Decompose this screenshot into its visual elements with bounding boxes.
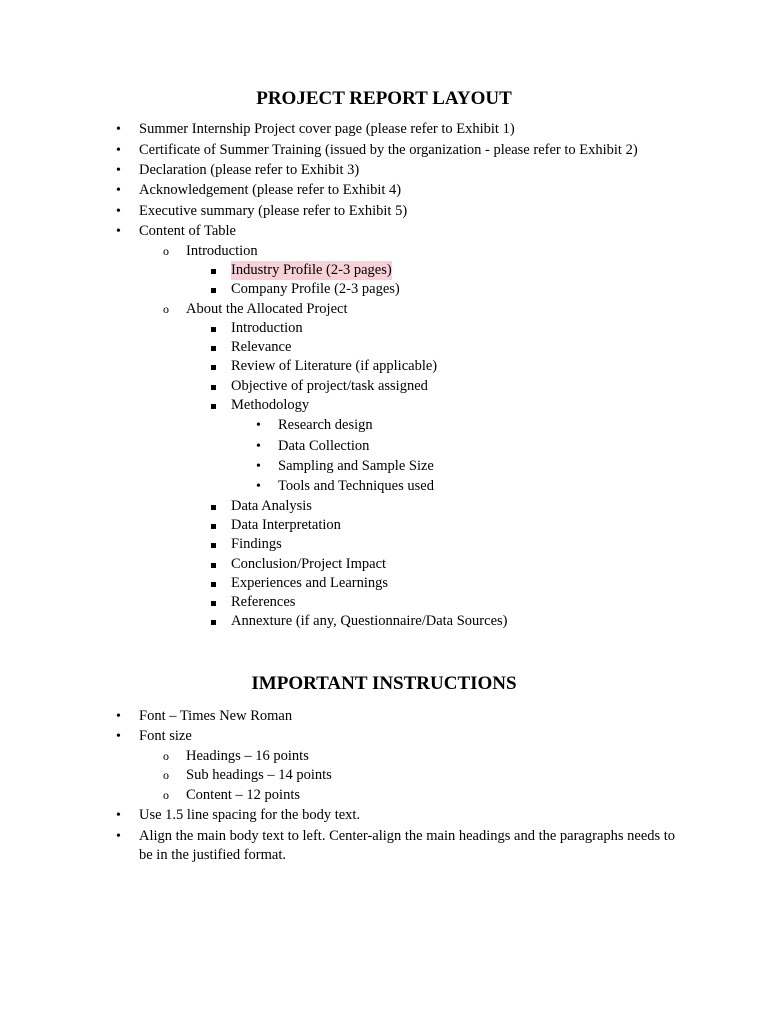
list-item: Company Profile (2-3 pages) bbox=[231, 281, 400, 297]
list-item: Content – 12 points bbox=[186, 787, 300, 803]
list-item: Experiences and Learnings bbox=[231, 575, 389, 591]
list-item: Review of Literature (if applicable) bbox=[231, 358, 438, 374]
list-item: Tools and Techniques used bbox=[278, 478, 434, 494]
list-item: References bbox=[231, 594, 296, 610]
bullet bbox=[116, 181, 121, 200]
list-item: Data Analysis bbox=[231, 498, 312, 514]
bullet bbox=[256, 457, 261, 476]
list-item: Use 1.5 line spacing for the body text. bbox=[139, 807, 361, 823]
bullet bbox=[256, 437, 261, 456]
bullet bbox=[116, 222, 121, 241]
bullet bbox=[116, 202, 121, 221]
list-item: Findings bbox=[231, 536, 282, 552]
bullet bbox=[211, 524, 216, 529]
bullet bbox=[211, 365, 216, 370]
list-item: Conclusion/Project Impact bbox=[231, 556, 387, 572]
list-item: Introduction bbox=[186, 243, 258, 259]
list-item: Font – Times New Roman bbox=[139, 708, 293, 724]
list-item: Content of Table bbox=[139, 223, 236, 239]
list-item: Methodology bbox=[231, 397, 310, 413]
list-item: Certificate of Summer Training (issued by the organization - please refer to Exhibit 2) bbox=[139, 142, 638, 158]
bullet bbox=[256, 416, 261, 435]
list-item: Summer Internship Project cover page (please refer to Exhibit 1) bbox=[139, 121, 515, 137]
bullet bbox=[211, 288, 216, 293]
bullet bbox=[116, 727, 121, 746]
list-item: Align the main body text to left. Center-align the main headings and the paragraphs needs to be in the justified format. bbox=[139, 828, 676, 863]
bullet bbox=[211, 543, 216, 548]
list-item: Annexture (if any, Questionnaire/Data Sources) bbox=[231, 613, 508, 629]
bullet bbox=[163, 766, 169, 785]
list-item: Sub headings – 14 points bbox=[186, 767, 332, 783]
bullet bbox=[211, 327, 216, 332]
list-item-highlighted: Industry Profile (2-3 pages) bbox=[231, 262, 392, 278]
bullet bbox=[211, 505, 216, 510]
list-item: Acknowledgement (please refer to Exhibit 4) bbox=[139, 182, 402, 198]
list-item: Data Collection bbox=[278, 438, 370, 454]
list-item: Executive summary (please refer to Exhibit 5) bbox=[139, 203, 408, 219]
list-item: Data Interpretation bbox=[231, 517, 341, 533]
bullet bbox=[211, 582, 216, 587]
bullet bbox=[116, 141, 121, 160]
heading-project-report-layout: PROJECT REPORT LAYOUT bbox=[256, 88, 512, 109]
bullet bbox=[116, 120, 121, 139]
list-item: Research design bbox=[278, 417, 373, 433]
bullet bbox=[211, 620, 216, 625]
bullet bbox=[116, 707, 121, 726]
heading-important-instructions: IMPORTANT INSTRUCTIONS bbox=[251, 673, 517, 694]
bullet bbox=[116, 806, 121, 825]
bullet bbox=[256, 477, 261, 496]
bullet bbox=[163, 747, 169, 766]
list-item: Introduction bbox=[231, 320, 303, 336]
bullet bbox=[211, 385, 216, 390]
bullet bbox=[211, 404, 216, 409]
list-item: Relevance bbox=[231, 339, 292, 355]
bullet bbox=[116, 161, 121, 180]
bullet bbox=[163, 242, 169, 261]
list-item: Declaration (please refer to Exhibit 3) bbox=[139, 162, 360, 178]
list-item: About the Allocated Project bbox=[186, 301, 348, 317]
list-item: Sampling and Sample Size bbox=[278, 458, 434, 474]
bullet bbox=[211, 269, 216, 274]
bullet bbox=[211, 346, 216, 351]
list-item: Objective of project/task assigned bbox=[231, 378, 428, 394]
bullet bbox=[163, 300, 169, 319]
list-item: Font size bbox=[139, 728, 192, 744]
bullet bbox=[163, 786, 169, 805]
bullet bbox=[211, 601, 216, 606]
bullet bbox=[116, 827, 121, 846]
list-item: Headings – 16 points bbox=[186, 748, 309, 764]
bullet bbox=[211, 563, 216, 568]
